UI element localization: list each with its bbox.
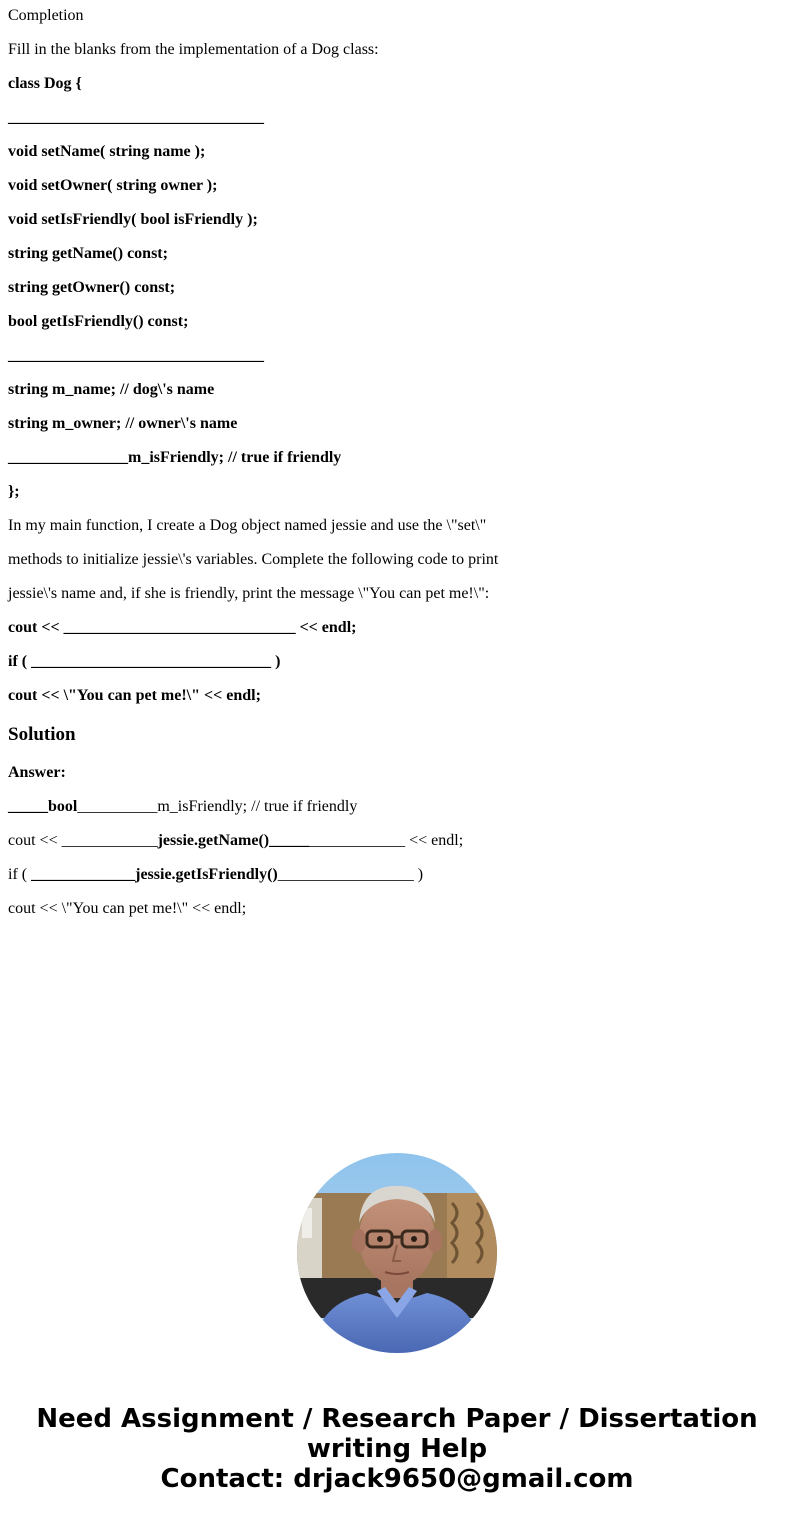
portrait-image bbox=[297, 1153, 497, 1353]
answer-line-3 bbox=[8, 865, 423, 885]
answer-text: _________________ ) bbox=[277, 866, 424, 883]
code-line: string getName() const; bbox=[8, 245, 168, 262]
code-line: _______________m_isFriendly; // true if friendly bbox=[8, 449, 342, 466]
answer-line-2 bbox=[8, 831, 463, 851]
avatar bbox=[297, 1153, 497, 1353]
code-line: void setIsFriendly( bool isFriendly ); bbox=[8, 211, 258, 228]
code-line: cout << _____________________________ << endl; bbox=[8, 619, 357, 636]
code-line: cout << \"You can pet me!\" << endl; bbox=[8, 687, 261, 704]
answer-line-4: cout << \"You can pet me!\" << endl; bbox=[8, 900, 247, 917]
paragraph-line: methods to initialize jessie\'s variables. Complete the following code to print bbox=[8, 551, 499, 568]
code-line: class Dog { bbox=[8, 75, 82, 92]
code-line: string m_name; // dog\'s name bbox=[8, 381, 215, 398]
code-line: void setName( string name ); bbox=[8, 143, 206, 160]
code-line: string getOwner() const; bbox=[8, 279, 176, 296]
footer-line: writing Help bbox=[306, 1434, 488, 1464]
answer-text: cout << ____________ bbox=[8, 832, 158, 849]
answer-text: __________m_isFriendly; // true if friendly bbox=[77, 798, 358, 815]
code-line: void setOwner( string owner ); bbox=[8, 177, 218, 194]
answer-bold: _____bool bbox=[8, 798, 78, 815]
answer-bold: jessie.getName()_____ bbox=[157, 832, 310, 849]
footer-contact: Contact: drjack9650@gmail.com bbox=[160, 1464, 634, 1494]
footer-banner bbox=[0, 1404, 794, 1494]
code-line-blank: ________________________________ bbox=[8, 347, 264, 364]
footer-line: Need Assignment / Research Paper / Dissertation bbox=[36, 1404, 758, 1434]
answer-text: ____________ << endl; bbox=[309, 832, 464, 849]
question-heading: Completion bbox=[8, 7, 84, 24]
answer-bold: _____________jessie.getIsFriendly() bbox=[31, 866, 278, 883]
solution-heading: Solution bbox=[8, 724, 76, 745]
answer-line-1 bbox=[8, 797, 357, 817]
paragraph-line: jessie\'s name and, if she is friendly, print the message \"You can pet me!\": bbox=[8, 585, 490, 602]
code-line: bool getIsFriendly() const; bbox=[8, 313, 189, 330]
code-line: if ( ______________________________ ) bbox=[8, 653, 281, 670]
code-line: string m_owner; // owner\'s name bbox=[8, 415, 238, 432]
answer-label: Answer: bbox=[8, 764, 66, 781]
code-line: }; bbox=[8, 483, 20, 500]
paragraph-line: In my main function, I create a Dog object named jessie and use the \"set\" bbox=[8, 517, 487, 534]
code-line-blank: ________________________________ bbox=[8, 109, 264, 126]
question-intro: Fill in the blanks from the implementation of a Dog class: bbox=[8, 41, 379, 58]
answer-text: if ( bbox=[8, 866, 32, 883]
